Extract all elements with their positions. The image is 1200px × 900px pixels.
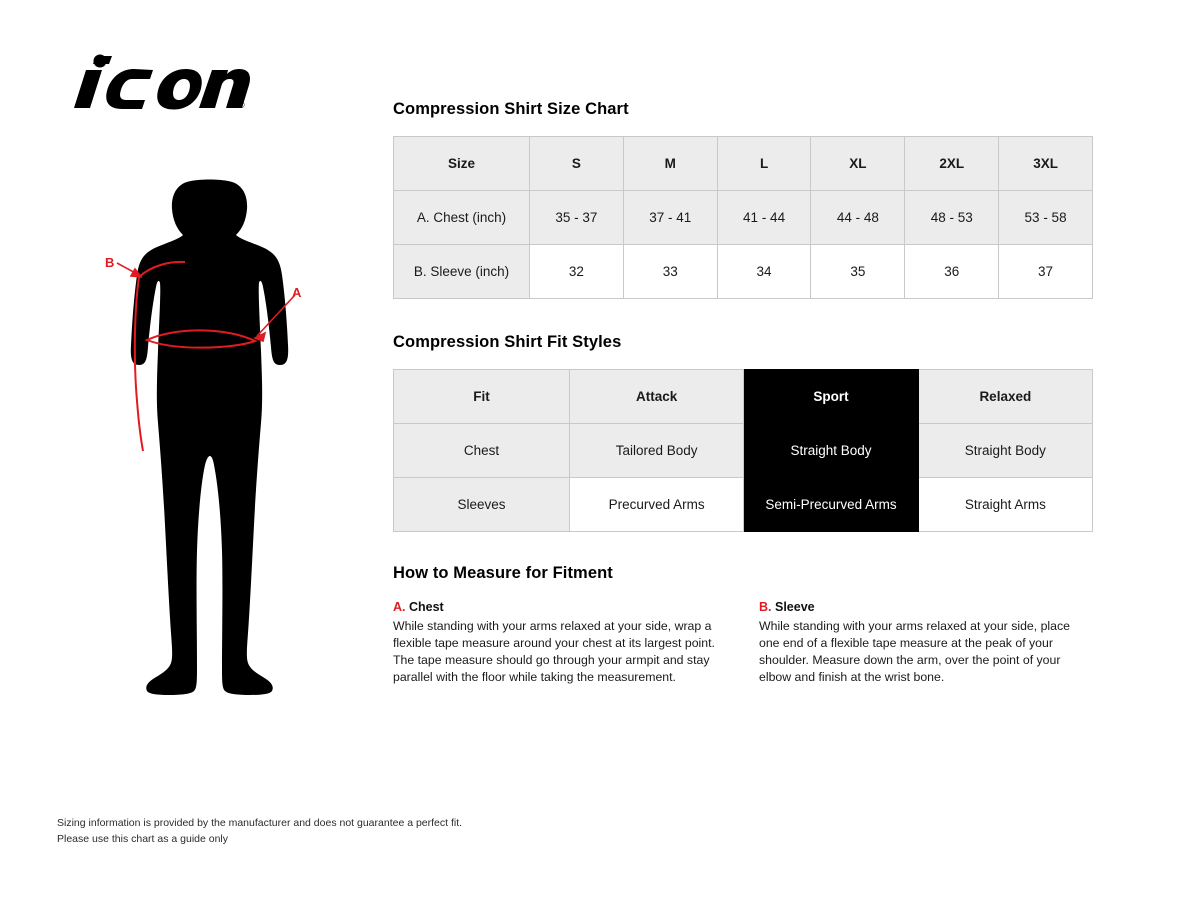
fit-styles-title: Compression Shirt Fit Styles — [393, 333, 622, 351]
measure-item-heading — [393, 600, 723, 614]
measure-item-letter: B. — [759, 600, 772, 614]
size-chart-cell: 48 - 53 — [905, 191, 999, 245]
size-chart-cell: 34 — [717, 245, 811, 299]
size-chart-cell: 37 - 41 — [623, 191, 717, 245]
size-chart-cell: 33 — [623, 245, 717, 299]
body-silhouette — [131, 180, 288, 696]
measure-item-text: While standing with your arms relaxed at your side, wrap a flexible tape measure around your chest at its largest point. The tape measure should go through your armpit and stay parallel with the floor while taking the measurement. — [393, 619, 715, 684]
how-to-measure-section — [393, 564, 1103, 686]
size-chart-cell: 44 - 48 — [811, 191, 905, 245]
body-measurement-figure — [95, 165, 325, 705]
size-chart-header-cell: XL — [811, 137, 905, 191]
fit-header-cell: Fit — [394, 370, 570, 424]
fit-row-label: Sleeves — [394, 478, 570, 532]
table-row — [394, 424, 1093, 478]
fit-cell: Tailored Body — [570, 424, 744, 478]
disclaimer-footer — [57, 816, 462, 848]
measure-item-name: Chest — [408, 600, 444, 614]
size-chart-cell: 35 — [811, 245, 905, 299]
icon-brand-logo — [60, 52, 250, 112]
callout-arrow-b — [117, 263, 141, 277]
callout-label-b: B — [105, 255, 115, 270]
registered-trademark: ® — [238, 100, 245, 110]
size-chart-cell: 36 — [905, 245, 999, 299]
size-chart-cell: 32 — [530, 245, 624, 299]
table-row — [394, 191, 1093, 245]
fit-cell: Straight Body — [918, 424, 1092, 478]
size-chart-title: Compression Shirt Size Chart — [393, 100, 629, 118]
fit-row-label: Chest — [394, 424, 570, 478]
table-row — [394, 137, 1093, 191]
fit-header-cell-attack: Attack — [570, 370, 744, 424]
fit-styles-table — [393, 369, 1093, 532]
measure-item-name: Sleeve — [774, 600, 815, 614]
fit-header-cell-relaxed: Relaxed — [918, 370, 1092, 424]
size-chart-cell: 35 - 37 — [530, 191, 624, 245]
size-chart-cell: 37 — [999, 245, 1093, 299]
fit-cell-sport: Straight Body — [744, 424, 918, 478]
table-row — [394, 245, 1093, 299]
size-chart-table — [393, 136, 1093, 299]
size-chart-header-cell: M — [623, 137, 717, 191]
disclaimer-line-2: Please use this chart as a guide only — [57, 832, 229, 845]
size-chart-header-cell: L — [717, 137, 811, 191]
measure-item-heading — [759, 600, 1089, 614]
measure-item-sleeve — [759, 600, 1089, 686]
size-chart-header-cell: Size — [394, 137, 530, 191]
size-chart-header-cell: 3XL — [999, 137, 1093, 191]
size-chart-header-cell: 2XL — [905, 137, 999, 191]
size-chart-cell: 41 - 44 — [717, 191, 811, 245]
disclaimer-line-1: Sizing information is provided by the manufacturer and does not guarantee a perfect fit. — [57, 817, 463, 829]
fit-header-cell-sport: Sport — [744, 370, 918, 424]
table-row — [394, 370, 1093, 424]
size-chart-cell: 53 - 58 — [999, 191, 1093, 245]
measure-item-letter: A. — [393, 600, 406, 614]
measure-item-text: While standing with your arms relaxed at your side, place one end of a flexible tape measure at the peak of your shoulder. Measure down the arm, over the point of your elbow and finish at the wrist bone. — [759, 619, 1070, 684]
measure-item-chest — [393, 600, 723, 686]
fit-cell: Precurved Arms — [570, 478, 744, 532]
size-chart-row-label: B. Sleeve (inch) — [394, 245, 530, 299]
size-chart-row-label: A. Chest (inch) — [394, 191, 530, 245]
how-to-measure-title: How to Measure for Fitment — [393, 564, 613, 582]
table-row — [394, 478, 1093, 532]
size-chart-header-cell: S — [530, 137, 624, 191]
fit-cell: Straight Arms — [918, 478, 1092, 532]
content-column — [393, 100, 1103, 686]
callout-label-a: A — [292, 285, 302, 300]
fit-cell-sport: Semi-Precurved Arms — [744, 478, 918, 532]
